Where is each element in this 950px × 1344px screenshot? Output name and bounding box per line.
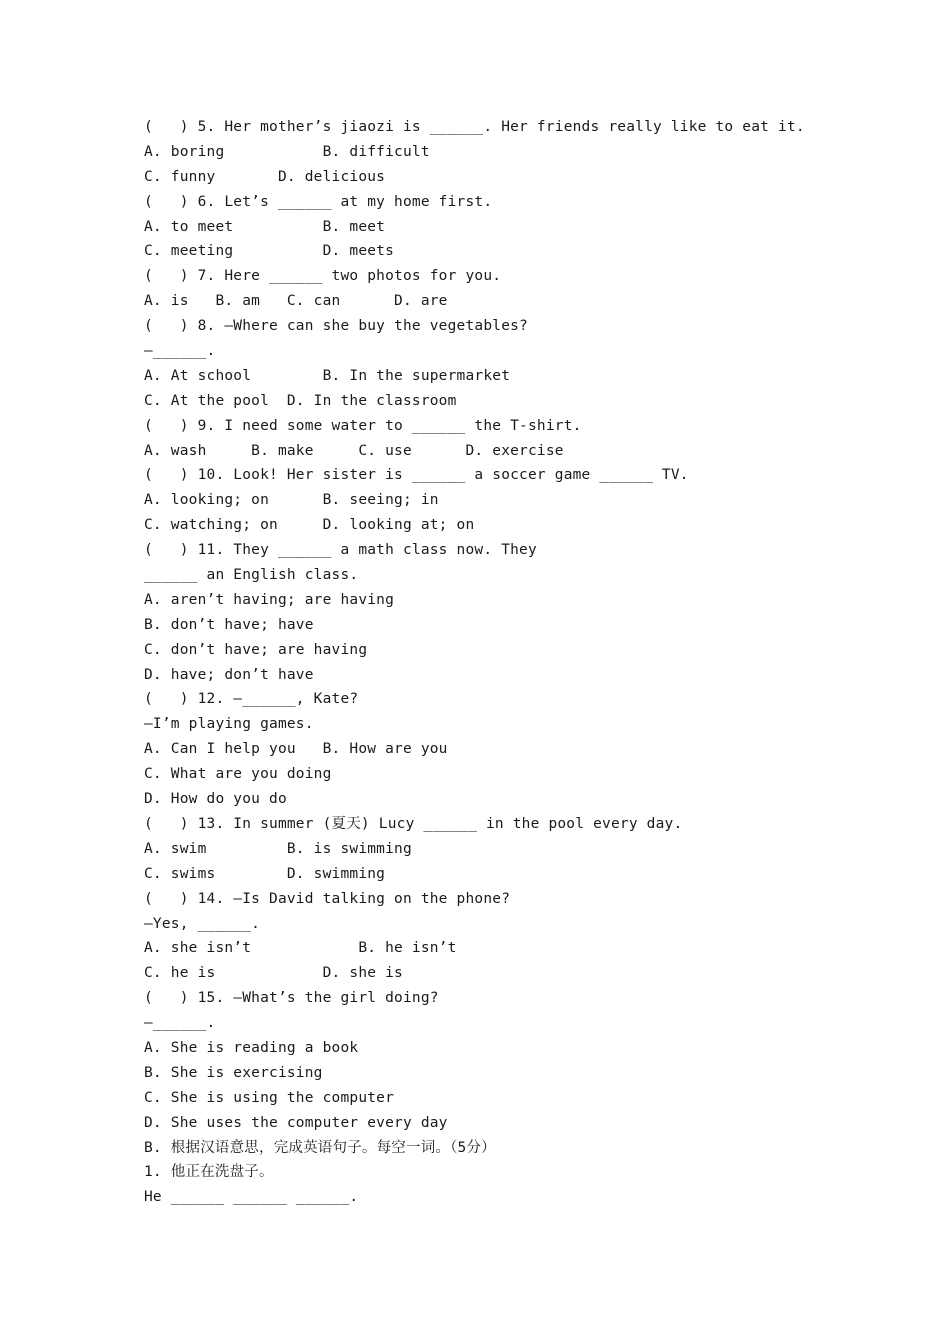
question-9-options: A. wash B. make C. use D. exercise <box>144 442 564 459</box>
question-13: ( ) 13. In summer (夏天) Lucy ______ in the pool every day. <box>144 815 683 832</box>
question-14-reply: —Yes, ______. <box>144 915 261 932</box>
question-7-options: A. is B. am C. can D. are <box>144 293 448 310</box>
question-7: ( ) 7. Here ______ two photos for you. <box>144 268 502 285</box>
question-12-option-c: C. What are you doing <box>144 766 332 783</box>
question-5-options-cd: C. funny D. delicious <box>144 168 386 185</box>
question-11-continued: ______ an English class. <box>144 567 359 584</box>
question-15-answer-blank: —______. <box>144 1015 216 1032</box>
section-b-item-1: 1. 他正在洗盘子。 <box>144 1164 274 1181</box>
question-8-options-cd: C. At the pool D. In the classroom <box>144 392 457 409</box>
question-6-options-cd: C. meeting D. meets <box>144 243 395 260</box>
question-15-option-b: B. She is exercising <box>144 1064 323 1081</box>
question-5-options-ab: A. boring B. difficult <box>144 143 430 160</box>
question-12: ( ) 12. —______, Kate? <box>144 691 359 708</box>
question-14-options-ab: A. she isn’t B. he isn’t <box>144 940 457 957</box>
question-11-option-b: B. don’t have; have <box>144 616 314 633</box>
question-15: ( ) 15. —What’s the girl doing? <box>144 990 439 1007</box>
question-5: ( ) 5. Her mother’s jiaozi is ______. Her friends really like to eat it. <box>144 119 805 135</box>
question-12-options-ab: A. Can I help you B. How are you <box>144 741 448 758</box>
question-11-option-d: D. have; don’t have <box>144 666 314 683</box>
question-13-options-ab: A. swim B. is swimming <box>144 840 412 857</box>
question-10-options-cd: C. watching; on D. looking at; on <box>144 517 475 534</box>
question-12-reply: —I’m playing games. <box>144 716 314 733</box>
question-11-option-a: A. aren’t having; are having <box>144 591 395 608</box>
question-15-option-d: D. She uses the computer every day <box>144 1114 448 1131</box>
question-15-option-c: C. She is using the computer <box>144 1089 395 1106</box>
section-b-item-1-answer: He ______ ______ ______. <box>144 1189 359 1206</box>
question-10-options-ab: A. looking; on B. seeing; in <box>144 492 439 509</box>
question-8: ( ) 8. —Where can she buy the vegetables? <box>144 318 528 335</box>
question-8-answer-blank: —______. <box>144 343 216 360</box>
question-13-options-cd: C. swims D. swimming <box>144 865 386 882</box>
question-9: ( ) 9. I need some water to ______ the T-shirt. <box>144 417 582 434</box>
section-b-heading: B. 根据汉语意思，完成英语句子。每空一词。（5分） <box>144 1139 496 1156</box>
question-11-option-c: C. don’t have; are having <box>144 641 368 658</box>
question-15-option-a: A. She is reading a book <box>144 1039 359 1056</box>
question-10: ( ) 10. Look! Her sister is ______ a soccer game ______ TV. <box>144 467 689 484</box>
question-14: ( ) 14. —Is David talking on the phone? <box>144 890 511 907</box>
exercise-content <box>144 115 844 1210</box>
question-12-option-d: D. How do you do <box>144 791 287 808</box>
question-6: ( ) 6. Let’s ______ at my home first. <box>144 193 493 210</box>
question-6-options-ab: A. to meet B. meet <box>144 218 386 235</box>
question-14-options-cd: C. he is D. she is <box>144 965 403 982</box>
question-11: ( ) 11. They ______ a math class now. They <box>144 542 537 559</box>
question-8-options-ab: A. At school B. In the supermarket <box>144 367 511 384</box>
